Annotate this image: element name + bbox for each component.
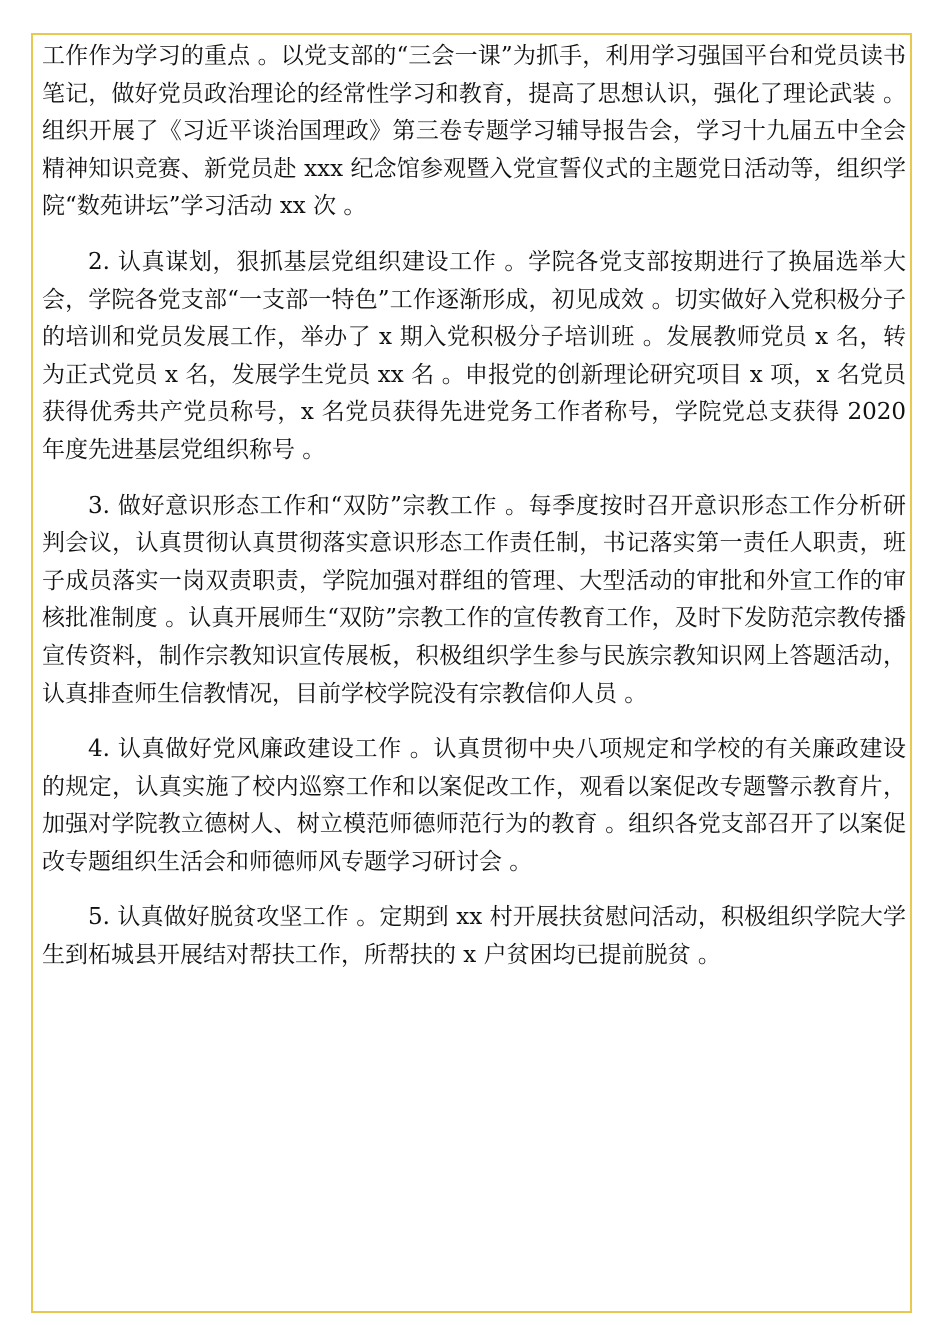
paragraph-ideology-religion: 3. 做好意识形态工作和“双防”宗教工作 。每季度按时召开意识形态工作分析研判会议，认真贯彻认真贯彻落实意识形态工作责任制，书记落实第一责任人职责，班子成员落实一岗双责职责，学院加强对群组的管理、大型活动的审批和外宣工作的审核批准制度 。认真开展师生“双防”宗教工作的宣传教育工作，及时下发防范宗教传播宣传资料，制作宗教知识宣传展板，积极组织学生参与民族宗教知识网上答题活动，认真排查师生信教情况，目前学校学院没有宗教信仰人员 。 — [42, 492, 906, 707]
paragraph-study-continuation: 工作作为学习的重点 。以党支部的“三会一课”为抓手，利用学习强国平台和党员读书笔记，做好党员政治理论的经常性学习和教育，提高了思想认识，强化了理论武装 。组织开展了《习近平谈治国理政》第三卷专题学习辅导报告会，学习十九届五中全会精神知识竞赛、新党员赴 xxx 纪念馆参观暨入党宣誓仪式的主题党日活动等，组织学院“数苑讲坛”学习活动 xx 次 。 — [42, 43, 906, 220]
paragraph-poverty-alleviation: 5. 认真做好脱贫攻坚工作 。定期到 xx 村开展扶贫慰问活动，积极组织学院大学生到柘城县开展结对帮扶工作，所帮扶的 x 户贫困均已提前脱贫 。 — [42, 904, 906, 969]
paragraph-party-building: 2. 认真谋划，狠抓基层党组织建设工作 。学院各党支部按期进行了换届选举大会，学院各党支部“一支部一特色”工作逐渐形成，初见成效 。切实做好入党积极分子的培训和党员发展工作，举办了 x 期入党积极分子培训班 。发展教师党员 x 名，转为正式党员 x 名，发展学生党员 xx 名 。申报党的创新理论研究项目 x 项，x 名党员获得优秀共产党员称号，x 名党员获得先进党务工作者称号，学院党总支获得 2020 年度先进基层党组织称号 。 — [42, 248, 906, 463]
paragraph-integrity: 4. 认真做好党风廉政建设工作 。认真贯彻中央八项规定和学校的有关廉政建设的规定，认真实施了校内巡察工作和以案促改工作，观看以案促改专题警示教育片，加强对学院教立德树人、树立模范师德师范行为的教育 。组织各党支部召开了以案促改专题组织生活会和师德师风专题学习研讨会 。 — [42, 736, 906, 875]
document-body — [42, 38, 906, 975]
